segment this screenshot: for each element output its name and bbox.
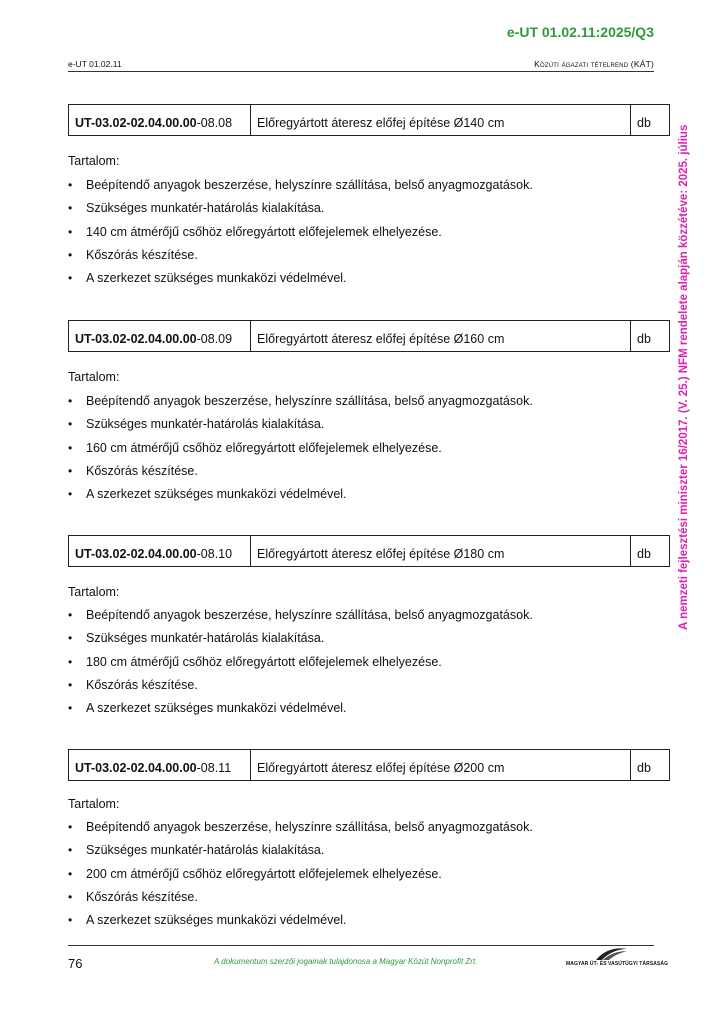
item-code-main: UT-03.02-02.04.00.00: [75, 116, 197, 130]
list-item: • Szükséges munkatér-határolás kialakítása.: [68, 413, 533, 436]
content-label: Tartalom:: [68, 585, 120, 599]
document-id: e-UT 01.02.11:2025/Q3: [506, 24, 654, 40]
item-unit: db: [637, 116, 651, 130]
item-code-suffix: -08.10: [196, 547, 233, 561]
list-item: • A szerkezet szükséges munkaközi védelmével.: [68, 267, 533, 290]
list-item: • Beépítendő anyagok beszerzése, helyszínre szállítása, belső anyagmozgatások.: [68, 604, 533, 627]
content-label: Tartalom:: [68, 370, 120, 384]
list-item: • A szerkezet szükséges munkaközi védelmével.: [68, 697, 533, 720]
logo-text: MAGYAR ÚT- ÉS VASÚTÜGYI TÁRSASÁG: [566, 961, 669, 967]
list-item: • Szükséges munkatér-határolás kialakítása.: [68, 839, 533, 862]
list-item: • Kőszórás készítése.: [68, 460, 533, 483]
list-item: • 180 cm átmérőjű csőhöz előregyártott előfejelemek elhelyezése.: [68, 651, 533, 674]
list-item: • 160 cm átmérőjű csőhöz előregyártott előfejelemek elhelyezése.: [68, 437, 533, 460]
list-item: • A szerkezet szükséges munkaközi védelmével.: [68, 909, 533, 932]
item-table: [68, 535, 670, 567]
header-right: Közúti ágazati tételrend (KÁT): [534, 59, 654, 69]
side-note: A nemzeti fejlesztési miniszter 16/2017. (V. 25.) NFM rendelete alapján közzétéve: 2025. július: [678, 124, 690, 630]
bullet-list: [68, 604, 533, 720]
list-item: • Beépítendő anyagok beszerzése, helyszínre szállítása, belső anyagmozgatások.: [68, 174, 533, 197]
header-divider: [68, 71, 654, 72]
bullet-list: [68, 390, 533, 506]
item-code: [69, 536, 251, 566]
list-item: • 140 cm átmérőjű csőhöz előregyártott előfejelemek elhelyezése.: [68, 221, 533, 244]
item-code-suffix: -08.08: [196, 116, 233, 130]
item-code: [69, 750, 251, 780]
item-title: Előregyártott áteresz előfej építése Ø160 cm: [251, 321, 631, 351]
content-label: Tartalom:: [68, 797, 120, 811]
item-table: [68, 320, 670, 352]
list-item: • Kőszórás készítése.: [68, 886, 533, 909]
list-item: • A szerkezet szükséges munkaközi védelmével.: [68, 483, 533, 506]
item-title: Előregyártott áteresz előfej építése Ø200 cm: [251, 750, 631, 780]
list-item: • Beépítendő anyagok beszerzése, helyszínre szállítása, belső anyagmozgatások.: [68, 390, 533, 413]
list-item: • Kőszórás készítése.: [68, 244, 533, 267]
item-code-main: UT-03.02-02.04.00.00: [75, 547, 197, 561]
item-unit: db: [637, 547, 651, 561]
item-table: [68, 104, 670, 136]
item-code-main: UT-03.02-02.04.00.00: [75, 761, 197, 775]
list-item: • Szükséges munkatér-határolás kialakítása.: [68, 627, 533, 650]
content-label: Tartalom:: [68, 154, 120, 168]
bullet-list: [68, 816, 533, 932]
header-left: e-UT 01.02.11: [68, 59, 122, 69]
item-code: [69, 105, 251, 135]
item-code-suffix: -08.11: [196, 761, 232, 775]
item-title: Előregyártott áteresz előfej építése Ø140 cm: [251, 105, 631, 135]
item-code-suffix: -08.09: [196, 332, 233, 346]
item-table: [68, 749, 670, 781]
item-unit: db: [637, 332, 651, 346]
item-unit: db: [637, 761, 651, 775]
copyright-notice: A dokumentum szerzői jogainak tulajdonosa a Magyar Közút Nonprofit Zrt.: [214, 957, 478, 966]
list-item: • Kőszórás készítése.: [68, 674, 533, 697]
list-item: • Szükséges munkatér-határolás kialakítása.: [68, 197, 533, 220]
page-number: 76: [68, 956, 83, 971]
list-item: • Beépítendő anyagok beszerzése, helyszínre szállítása, belső anyagmozgatások.: [68, 816, 533, 839]
item-code: [69, 321, 251, 351]
bullet-list: [68, 174, 533, 290]
road-swoosh-logo-icon: [594, 946, 628, 962]
publisher-logo: [566, 946, 669, 972]
item-code-main: UT-03.02-02.04.00.00: [75, 332, 197, 346]
list-item: • 200 cm átmérőjű csőhöz előregyártott előfejelemek elhelyezése.: [68, 863, 533, 886]
item-title: Előregyártott áteresz előfej építése Ø180 cm: [251, 536, 631, 566]
